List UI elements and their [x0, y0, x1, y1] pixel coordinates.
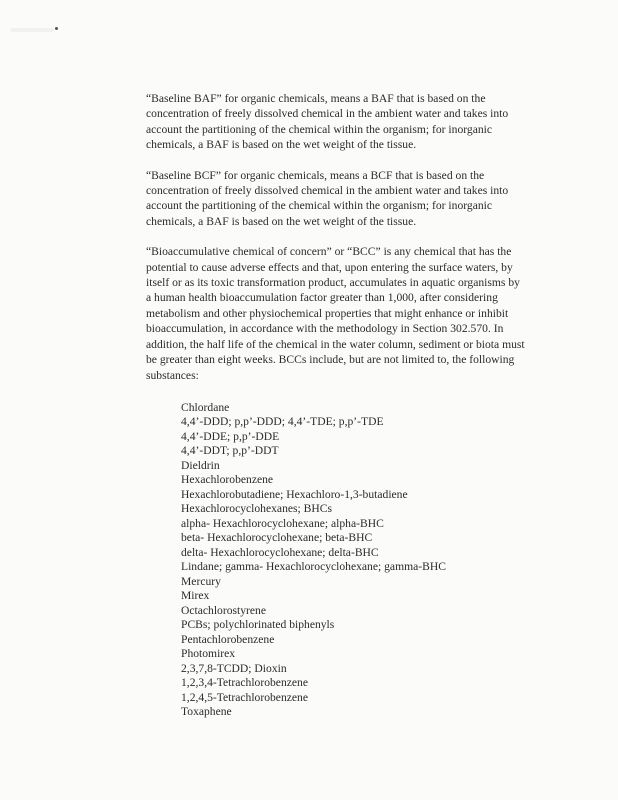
substance-item: 4,4’-DDT; p,p’-DDT: [181, 444, 279, 458]
substance-item: 4,4’-DDD; p,p’-DDD; 4,4’-TDE; p,p’-TDE: [181, 415, 384, 429]
substance-item: Chlordane: [181, 400, 230, 414]
substance-item: Dieldrin: [181, 458, 220, 472]
substance-item: Photomirex: [181, 647, 236, 661]
document-body: [146, 91, 526, 720]
substance-item: Pentachlorobenzene: [181, 632, 275, 646]
substance-item: 1,2,4,5-Tetrachlorobenzene: [181, 690, 308, 704]
bcc-substance-list: [181, 401, 526, 720]
substance-item: delta- Hexachlorocyclohexane; delta-BHC: [181, 545, 379, 559]
substance-item: Hexachlorobenzene: [181, 473, 274, 487]
substance-item: 1,2,3,4-Tetrachlorobenzene: [181, 676, 308, 690]
scan-artifact: [10, 25, 70, 35]
substance-item: 4,4’-DDE; p,p’-DDE: [181, 429, 280, 443]
substance-item: beta- Hexachlorocyclohexane; beta-BHC: [181, 531, 373, 545]
definition-baseline-bcf: “Baseline BCF” for organic chemicals, means a BCF that is based on the concentration of freely dissolved chemical in the ambient water and takes into account the partitioning of the chemical within the organism; for inorganic chemicals, a BAF is based on the wet weight of the tissue.: [146, 168, 509, 228]
scan-dot: [55, 27, 58, 30]
substance-item: Mirex: [181, 589, 210, 603]
substance-item: Mercury: [181, 574, 221, 588]
substance-item: Hexachlorocyclohexanes; BHCs: [181, 502, 332, 516]
definition-baseline-baf: “Baseline BAF” for organic chemicals, means a BAF that is based on the concentration of freely dissolved chemical in the ambient water and takes into account the partitioning of the chemical within the organism; for inorganic chemicals, a BAF is based on the wet weight of the tissue.: [146, 92, 509, 152]
substance-item: Toxaphene: [181, 705, 232, 719]
substance-item: 2,3,7,8-TCDD; Dioxin: [181, 661, 287, 675]
substance-item: PCBs; polychlorinated biphenyls: [181, 618, 335, 632]
substance-item: Octachlorostyrene: [181, 603, 266, 617]
definition-bcc: “Bioaccumulative chemical of concern” or “BCC” is any chemical that has the potential to cause adverse effects and that, upon entering the surface waters, by itself or as its toxic transformation product, accumulates in aquatic organisms by a human health bioaccumulation factor greater than 1,000, after considering metabolism and other physiochemical properties that might enhance or inhibit bioaccumulation, in accordance with the methodology in Section 302.570. In addition, the half life of the chemical in the water column, sediment or biota must be greater than eight weeks. BCCs include, but are not limited to, the following substances:: [146, 245, 525, 382]
substance-item: Lindane; gamma- Hexachlorocyclohexane; gamma-BHC: [181, 560, 446, 574]
substance-item: alpha- Hexachlorocyclohexane; alpha-BHC: [181, 516, 384, 530]
substance-item: Hexachlorobutadiene; Hexachloro-1,3-butadiene: [181, 487, 408, 501]
scan-smudge: [10, 28, 54, 32]
